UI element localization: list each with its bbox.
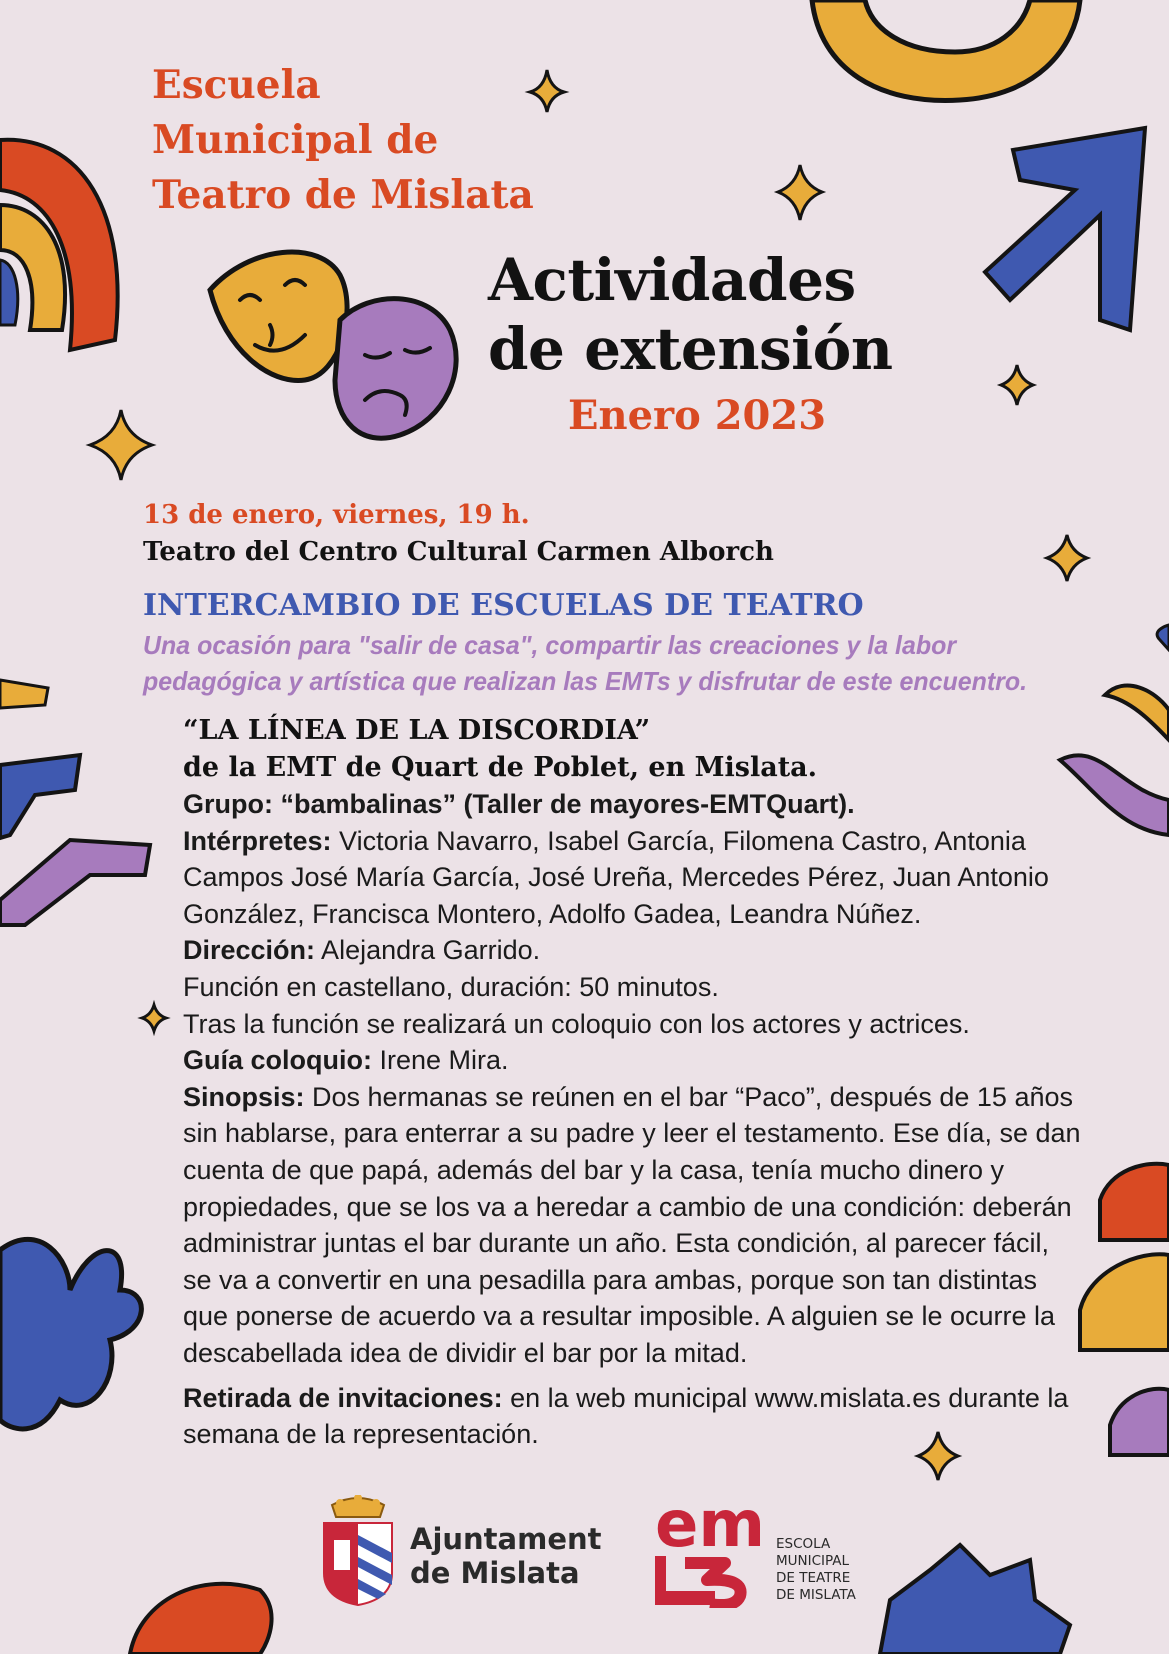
school-name-line: Teatro de Mislata <box>152 172 534 218</box>
tagline-line: pedagógica y artística que realizan las EMTs y disfrutar de este encuentro. <box>143 666 1028 696</box>
emt-line: DE TEATRE <box>776 1570 851 1586</box>
emt-logo-letters: em <box>655 1488 766 1562</box>
theatre-masks-icon <box>210 252 456 438</box>
emt-line: ESCOLA <box>776 1536 831 1552</box>
play-title: “LA LÍNEA DE LA DISCORDIA” <box>183 715 651 746</box>
ajuntament-logo-text <box>410 1522 602 1590</box>
play-synopsis: Sinopsis: Dos hermanas se reúnen en el bar “Paco”, después de 15 años sin hablarse, para enterrar a su padre y leer el testamento. Ese día, se dan cuenta de que papá, además del bar y la casa, tenía mucho dinero y propiedades, que se los va a heredar a cambio de una condición: deberán administrar juntas el bar durante un año. Esta condición, al parecer fácil, se va a convertir en una pesadilla para ambas, porque son tan distintas que ponerse de acuerdo va a resultar imposible. A alguien se le ocurre la descabellada idea de dividir el bar por la mitad. <box>183 1081 1081 1368</box>
blue-arrow-shape <box>985 128 1145 330</box>
ajuntament-line: de Mislata <box>410 1556 580 1590</box>
play-details <box>183 786 1083 1453</box>
school-name-line: Municipal de <box>152 117 439 163</box>
page-title-line: de extensión <box>488 315 893 383</box>
rainbow-arcs-shape <box>0 140 118 350</box>
school-name-line: Escuela <box>152 62 321 108</box>
event-venue: Teatro del Centro Cultural Carmen Alborch <box>143 537 774 567</box>
play-colloquium-info: Tras la función se realizará un coloquio con los actores y actrices. <box>183 1008 970 1039</box>
emt-logo-text <box>776 1536 856 1604</box>
month-label: Enero 2023 <box>568 392 827 439</box>
event-date: 13 de enero, viernes, 19 h. <box>143 500 530 530</box>
play-heading <box>183 712 817 786</box>
play-invitations: Retirada de invitaciones: en la web municipal www.mislata.es durante la semana de la representación. <box>183 1382 1069 1450</box>
tagline-line: Una ocasión para "salir de casa", compartir las creaciones y la labor <box>143 630 957 660</box>
play-group: Grupo: “bambalinas” (Taller de mayores-EMTQuart). <box>183 789 855 819</box>
school-name <box>152 58 534 223</box>
emt-logo <box>655 1488 770 1608</box>
blue-star-shape <box>880 1545 1070 1654</box>
emt-line: MUNICIPAL <box>776 1553 850 1569</box>
play-guide: Guía coloquio: Irene Mira. <box>183 1045 509 1076</box>
ajuntament-crest-logo <box>318 1495 398 1607</box>
play-origin: de la EMT de Quart de Poblet, en Mislata. <box>183 752 818 783</box>
play-performers: Intérpretes: Victoria Navarro, Isabel García, Filomena Castro, Antonia Campos José María García, José Ureña, Mercedes Pérez, Juan Antonio González, Francisca Montero, Adolfo Gadea, Leandra Núñez. <box>183 825 1049 929</box>
yellow-ring-shape <box>812 0 1080 100</box>
section-title: INTERCAMBIO DE ESCUELAS DE TEATRO <box>143 588 864 623</box>
play-direction: Dirección: Alejandra Garrido. <box>183 935 541 966</box>
event-tagline <box>143 627 1045 699</box>
page-title <box>488 246 893 384</box>
play-function-info: Función en castellano, duración: 50 minutos. <box>183 971 719 1002</box>
emt-line: DE MISLATA <box>776 1587 856 1603</box>
ajuntament-line: Ajuntament <box>410 1522 602 1556</box>
page-title-line: Actividades <box>488 246 856 314</box>
